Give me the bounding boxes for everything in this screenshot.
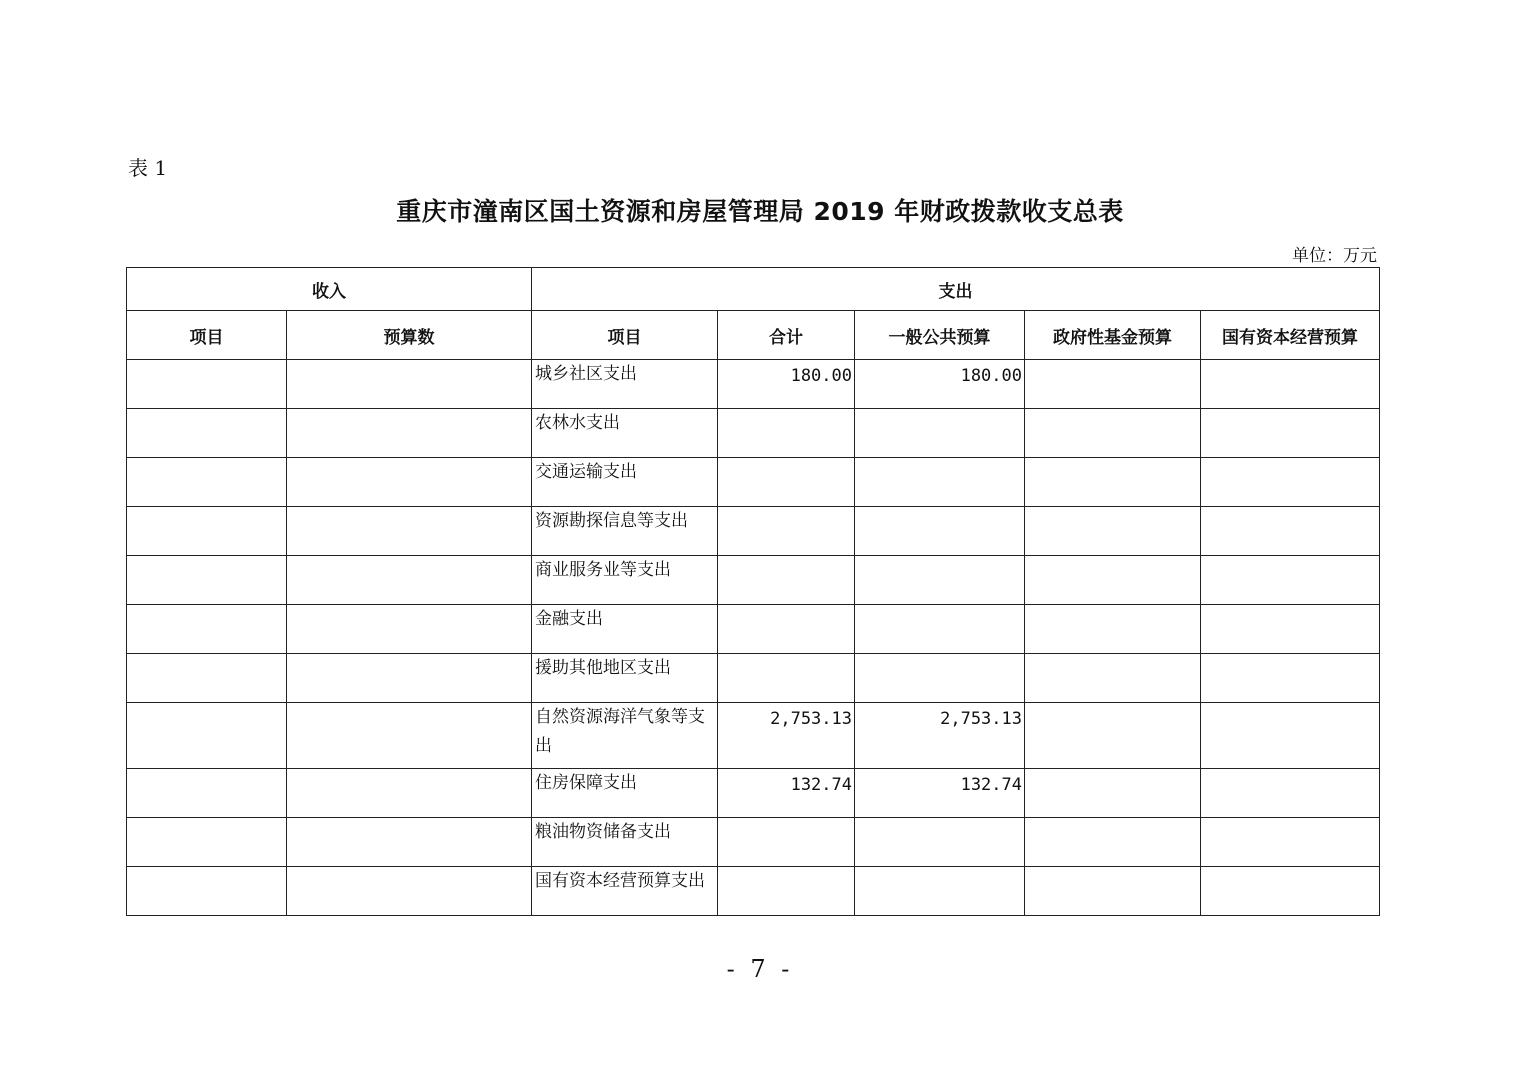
expense-item-cell xyxy=(532,818,718,867)
total-cell xyxy=(718,409,855,458)
gov-fund-cell xyxy=(1025,458,1201,507)
table-row xyxy=(127,867,1380,916)
total-cell: 180.00 xyxy=(718,360,855,409)
total-cell xyxy=(718,507,855,556)
total-cell: 132.74 xyxy=(718,769,855,818)
income-item-cell xyxy=(127,605,287,654)
general-budget-cell xyxy=(855,654,1025,703)
table-row xyxy=(127,769,1380,818)
expense-item-cell xyxy=(532,605,718,654)
gov-fund-cell xyxy=(1025,605,1201,654)
state-capital-cell xyxy=(1201,556,1380,605)
table-row xyxy=(127,703,1380,769)
finance-summary-table xyxy=(126,267,1380,916)
gov-fund-cell xyxy=(1025,769,1201,818)
general-budget-cell xyxy=(855,458,1025,507)
gov-fund-cell xyxy=(1025,867,1201,916)
income-header: 收入 xyxy=(127,268,532,311)
general-budget-cell xyxy=(855,867,1025,916)
total-cell xyxy=(718,654,855,703)
total-cell xyxy=(718,818,855,867)
expense-item-cell xyxy=(532,360,718,409)
header-row-columns xyxy=(127,311,1380,360)
general-budget-cell xyxy=(855,556,1025,605)
expense-item-text: 城乡社区支出 xyxy=(535,364,637,384)
general-budget-cell: 180.00 xyxy=(855,360,1025,409)
total-cell xyxy=(718,556,855,605)
income-budget-header: 预算数 xyxy=(287,311,532,360)
header-row-group xyxy=(127,268,1380,311)
expense-item-text: 住房保障支出 xyxy=(535,773,637,793)
income-budget-cell xyxy=(287,818,532,867)
gov-fund-budget-header: 政府性基金预算 xyxy=(1025,311,1201,360)
expense-item-text: 交通运输支出 xyxy=(535,462,637,482)
gov-fund-cell xyxy=(1025,409,1201,458)
table-label: 表 1 xyxy=(128,156,168,180)
expense-item-cell xyxy=(532,458,718,507)
table-row xyxy=(127,507,1380,556)
expense-item-cell xyxy=(532,867,718,916)
expense-header: 支出 xyxy=(532,268,1380,311)
income-item-cell xyxy=(127,654,287,703)
table-row xyxy=(127,409,1380,458)
gov-fund-cell xyxy=(1025,556,1201,605)
general-budget-cell xyxy=(855,507,1025,556)
income-item-cell xyxy=(127,458,287,507)
general-budget-cell xyxy=(855,605,1025,654)
income-budget-cell xyxy=(287,703,532,769)
expense-item-cell xyxy=(532,556,718,605)
gov-fund-cell xyxy=(1025,818,1201,867)
state-capital-cell xyxy=(1201,605,1380,654)
income-budget-cell xyxy=(287,605,532,654)
income-item-header: 项目 xyxy=(127,311,287,360)
income-budget-cell xyxy=(287,556,532,605)
table-row xyxy=(127,654,1380,703)
expense-item-header: 项目 xyxy=(532,311,718,360)
general-budget-cell: 2,753.13 xyxy=(855,703,1025,769)
gov-fund-cell xyxy=(1025,703,1201,769)
total-cell xyxy=(718,605,855,654)
income-budget-cell xyxy=(287,360,532,409)
income-budget-cell xyxy=(287,654,532,703)
table-row xyxy=(127,818,1380,867)
income-budget-cell xyxy=(287,867,532,916)
state-capital-cell xyxy=(1201,458,1380,507)
expense-item-text: 资源勘探信息等支出 xyxy=(535,511,688,531)
income-item-cell xyxy=(127,556,287,605)
total-cell xyxy=(718,867,855,916)
state-capital-cell xyxy=(1201,703,1380,769)
expense-item-text: 商业服务业等支出 xyxy=(535,560,671,580)
total-cell xyxy=(718,458,855,507)
expense-item-text: 援助其他地区支出 xyxy=(535,658,671,678)
table-row xyxy=(127,360,1380,409)
table-row xyxy=(127,605,1380,654)
expense-item-cell xyxy=(532,769,718,818)
expense-item-text: 农林水支出 xyxy=(535,413,620,433)
income-item-cell xyxy=(127,867,287,916)
state-capital-cell xyxy=(1201,818,1380,867)
income-budget-cell xyxy=(287,409,532,458)
expense-item-cell xyxy=(532,409,718,458)
income-budget-cell xyxy=(287,507,532,556)
gov-fund-cell xyxy=(1025,507,1201,556)
income-item-cell xyxy=(127,507,287,556)
state-capital-budget-header: 国有资本经营预算 xyxy=(1201,311,1380,360)
expense-item-cell xyxy=(532,654,718,703)
income-item-cell xyxy=(127,409,287,458)
table-row xyxy=(127,458,1380,507)
expense-item-text: 国有资本经营预算支出 xyxy=(535,871,705,891)
unit-label: 单位：万元 xyxy=(1292,246,1377,266)
gov-fund-cell xyxy=(1025,360,1201,409)
income-item-cell xyxy=(127,769,287,818)
state-capital-cell xyxy=(1201,769,1380,818)
expense-item-cell xyxy=(532,703,718,769)
expense-item-text: 粮油物资储备支出 xyxy=(535,822,671,842)
total-header: 合计 xyxy=(718,311,855,360)
state-capital-cell xyxy=(1201,360,1380,409)
total-cell: 2,753.13 xyxy=(718,703,855,769)
state-capital-cell xyxy=(1201,507,1380,556)
income-item-cell xyxy=(127,818,287,867)
gov-fund-cell xyxy=(1025,654,1201,703)
state-capital-cell xyxy=(1201,409,1380,458)
income-budget-cell xyxy=(287,458,532,507)
general-budget-cell xyxy=(855,818,1025,867)
income-item-cell xyxy=(127,360,287,409)
income-budget-cell xyxy=(287,769,532,818)
general-budget-cell: 132.74 xyxy=(855,769,1025,818)
document-title: 重庆市潼南区国土资源和房屋管理局 2019 年财政拨款收支总表 xyxy=(396,197,1124,226)
state-capital-cell xyxy=(1201,867,1380,916)
expense-item-text: 金融支出 xyxy=(535,609,603,629)
income-item-cell xyxy=(127,703,287,769)
general-budget-header: 一般公共预算 xyxy=(855,311,1025,360)
expense-item-cell xyxy=(532,507,718,556)
expense-item-text: 自然资源海洋气象等支出 xyxy=(535,707,705,756)
page-number: - 7 - xyxy=(726,955,794,983)
state-capital-cell xyxy=(1201,654,1380,703)
table-row xyxy=(127,556,1380,605)
general-budget-cell xyxy=(855,409,1025,458)
